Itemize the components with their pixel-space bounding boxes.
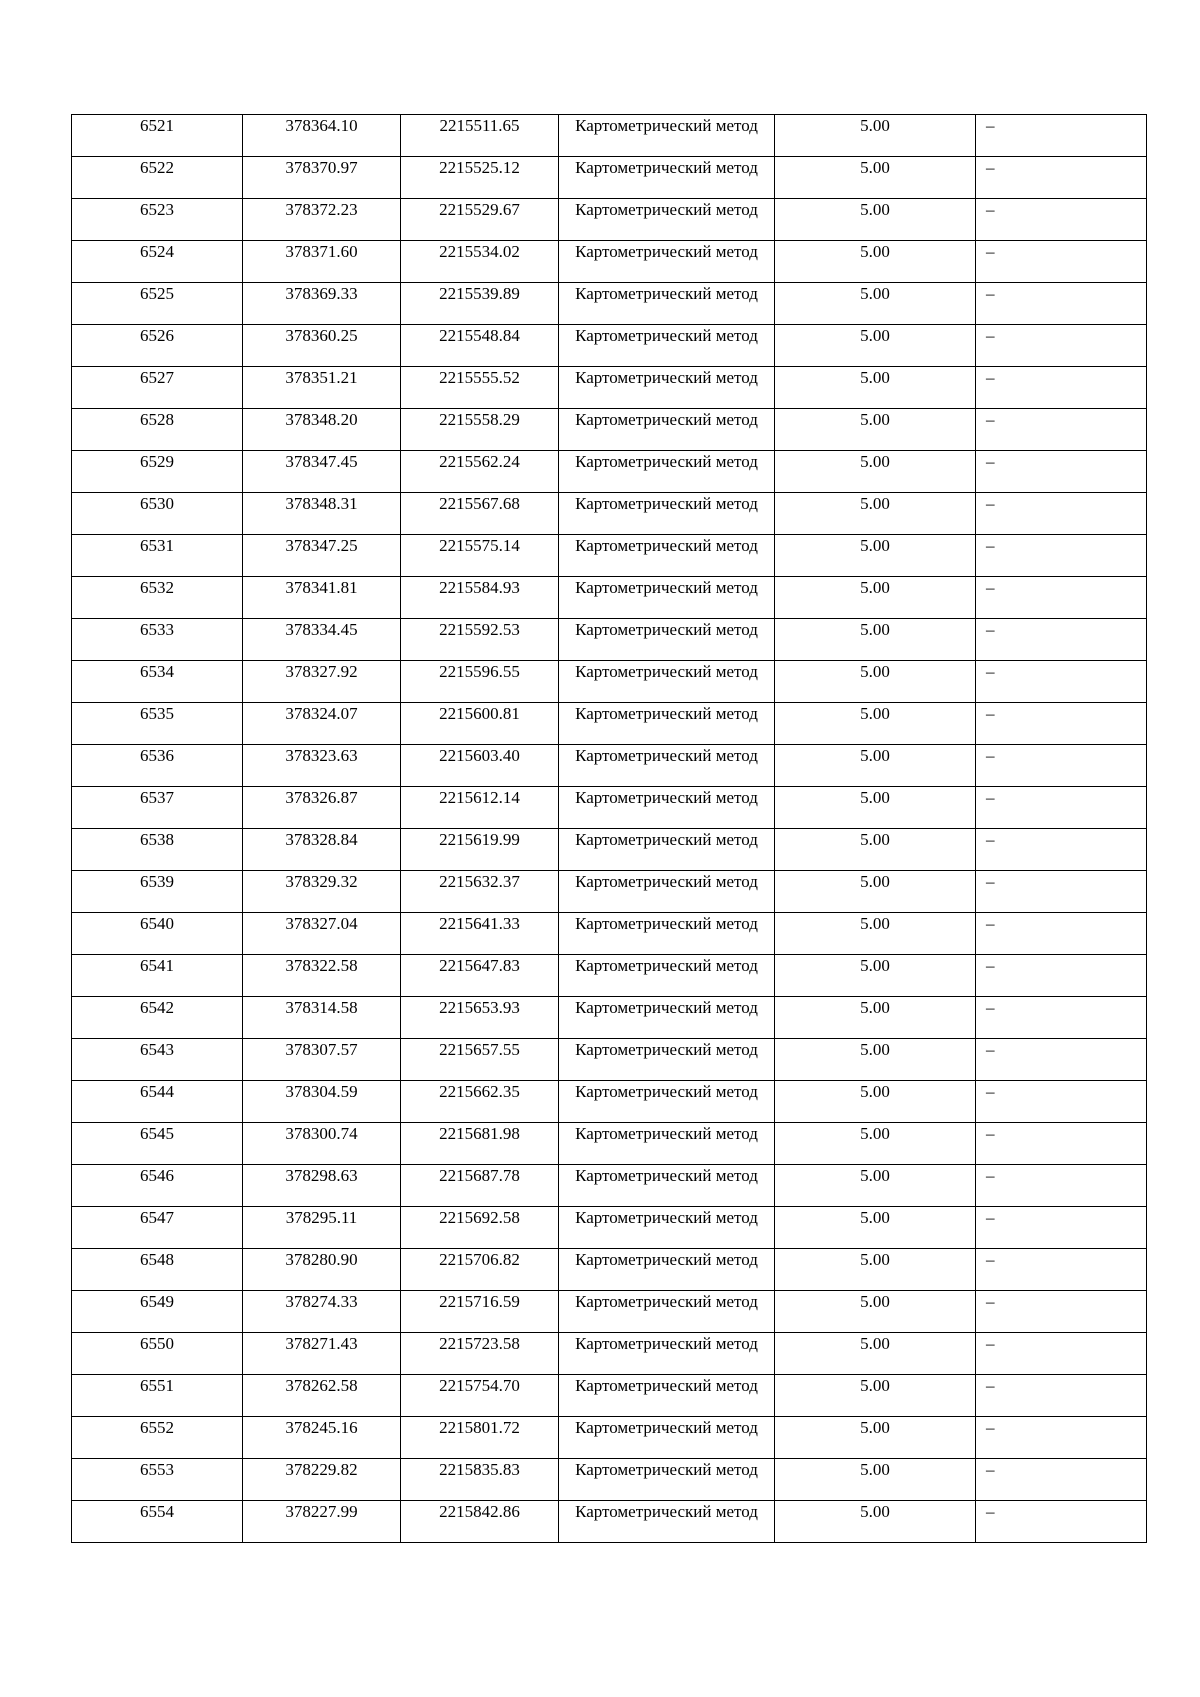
note-cell: – [976, 1375, 1147, 1417]
note-cell: – [976, 367, 1147, 409]
x-coordinate-cell: 378300.74 [243, 1123, 401, 1165]
point-number-cell: 6532 [72, 577, 243, 619]
point-number-cell: 6545 [72, 1123, 243, 1165]
accuracy-cell: 5.00 [775, 409, 976, 451]
table-row [72, 1459, 1147, 1501]
x-coordinate-cell: 378323.63 [243, 745, 401, 787]
accuracy-cell: 5.00 [775, 1375, 976, 1417]
table-row [72, 1165, 1147, 1207]
x-coordinate-cell: 378348.20 [243, 409, 401, 451]
accuracy-cell: 5.00 [775, 661, 976, 703]
note-cell: – [976, 997, 1147, 1039]
x-coordinate-cell: 378280.90 [243, 1249, 401, 1291]
y-coordinate-cell: 2215511.65 [401, 115, 559, 157]
table-row [72, 871, 1147, 913]
method-cell: Картометрический метод [559, 703, 775, 745]
method-cell: Картометрический метод [559, 577, 775, 619]
point-number-cell: 6521 [72, 115, 243, 157]
method-cell: Картометрический метод [559, 913, 775, 955]
method-cell: Картометрический метод [559, 829, 775, 871]
method-cell: Картометрический метод [559, 241, 775, 283]
table-row [72, 1081, 1147, 1123]
method-cell: Картометрический метод [559, 367, 775, 409]
note-cell: – [976, 577, 1147, 619]
table-row [72, 325, 1147, 367]
note-cell: – [976, 157, 1147, 199]
y-coordinate-cell: 2215529.67 [401, 199, 559, 241]
table-row [72, 157, 1147, 199]
y-coordinate-cell: 2215723.58 [401, 1333, 559, 1375]
method-cell: Картометрический метод [559, 409, 775, 451]
method-cell: Картометрический метод [559, 1207, 775, 1249]
accuracy-cell: 5.00 [775, 241, 976, 283]
point-number-cell: 6525 [72, 283, 243, 325]
x-coordinate-cell: 378347.25 [243, 535, 401, 577]
point-number-cell: 6548 [72, 1249, 243, 1291]
point-number-cell: 6537 [72, 787, 243, 829]
y-coordinate-cell: 2215555.52 [401, 367, 559, 409]
note-cell: – [976, 493, 1147, 535]
point-number-cell: 6533 [72, 619, 243, 661]
accuracy-cell: 5.00 [775, 115, 976, 157]
accuracy-cell: 5.00 [775, 1165, 976, 1207]
method-cell: Картометрический метод [559, 157, 775, 199]
table-row [72, 661, 1147, 703]
coordinates-table [71, 114, 1147, 1543]
table-row [72, 1207, 1147, 1249]
x-coordinate-cell: 378371.60 [243, 241, 401, 283]
method-cell: Картометрический метод [559, 451, 775, 493]
y-coordinate-cell: 2215575.14 [401, 535, 559, 577]
x-coordinate-cell: 378227.99 [243, 1501, 401, 1543]
method-cell: Картометрический метод [559, 283, 775, 325]
note-cell: – [976, 1291, 1147, 1333]
accuracy-cell: 5.00 [775, 997, 976, 1039]
table-row [72, 199, 1147, 241]
x-coordinate-cell: 378369.33 [243, 283, 401, 325]
x-coordinate-cell: 378327.92 [243, 661, 401, 703]
method-cell: Картометрический метод [559, 745, 775, 787]
table-row [72, 1039, 1147, 1081]
table-row [72, 1123, 1147, 1165]
accuracy-cell: 5.00 [775, 1249, 976, 1291]
accuracy-cell: 5.00 [775, 1501, 976, 1543]
accuracy-cell: 5.00 [775, 1081, 976, 1123]
point-number-cell: 6542 [72, 997, 243, 1039]
y-coordinate-cell: 2215681.98 [401, 1123, 559, 1165]
y-coordinate-cell: 2215612.14 [401, 787, 559, 829]
accuracy-cell: 5.00 [775, 535, 976, 577]
table-row [72, 1249, 1147, 1291]
method-cell: Картометрический метод [559, 787, 775, 829]
point-number-cell: 6531 [72, 535, 243, 577]
table-row [72, 955, 1147, 997]
x-coordinate-cell: 378327.04 [243, 913, 401, 955]
x-coordinate-cell: 378274.33 [243, 1291, 401, 1333]
accuracy-cell: 5.00 [775, 703, 976, 745]
table-row [72, 115, 1147, 157]
table-row [72, 997, 1147, 1039]
accuracy-cell: 5.00 [775, 157, 976, 199]
x-coordinate-cell: 378341.81 [243, 577, 401, 619]
point-number-cell: 6535 [72, 703, 243, 745]
accuracy-cell: 5.00 [775, 787, 976, 829]
y-coordinate-cell: 2215567.68 [401, 493, 559, 535]
accuracy-cell: 5.00 [775, 367, 976, 409]
accuracy-cell: 5.00 [775, 871, 976, 913]
y-coordinate-cell: 2215619.99 [401, 829, 559, 871]
accuracy-cell: 5.00 [775, 1207, 976, 1249]
note-cell: – [976, 1081, 1147, 1123]
x-coordinate-cell: 378229.82 [243, 1459, 401, 1501]
accuracy-cell: 5.00 [775, 1039, 976, 1081]
point-number-cell: 6528 [72, 409, 243, 451]
x-coordinate-cell: 378324.07 [243, 703, 401, 745]
point-number-cell: 6529 [72, 451, 243, 493]
point-number-cell: 6553 [72, 1459, 243, 1501]
method-cell: Картометрический метод [559, 535, 775, 577]
note-cell: – [976, 1165, 1147, 1207]
table-row [72, 1417, 1147, 1459]
accuracy-cell: 5.00 [775, 283, 976, 325]
y-coordinate-cell: 2215534.02 [401, 241, 559, 283]
accuracy-cell: 5.00 [775, 1417, 976, 1459]
method-cell: Картометрический метод [559, 199, 775, 241]
note-cell: – [976, 199, 1147, 241]
note-cell: – [976, 1207, 1147, 1249]
note-cell: – [976, 619, 1147, 661]
table-row [72, 913, 1147, 955]
note-cell: – [976, 535, 1147, 577]
accuracy-cell: 5.00 [775, 619, 976, 661]
accuracy-cell: 5.00 [775, 1333, 976, 1375]
x-coordinate-cell: 378347.45 [243, 451, 401, 493]
point-number-cell: 6538 [72, 829, 243, 871]
point-number-cell: 6550 [72, 1333, 243, 1375]
point-number-cell: 6527 [72, 367, 243, 409]
table-row [72, 619, 1147, 661]
method-cell: Картометрический метод [559, 1249, 775, 1291]
point-number-cell: 6540 [72, 913, 243, 955]
method-cell: Картометрический метод [559, 1081, 775, 1123]
table-row [72, 241, 1147, 283]
y-coordinate-cell: 2215835.83 [401, 1459, 559, 1501]
point-number-cell: 6534 [72, 661, 243, 703]
accuracy-cell: 5.00 [775, 1291, 976, 1333]
note-cell: – [976, 1417, 1147, 1459]
accuracy-cell: 5.00 [775, 1459, 976, 1501]
y-coordinate-cell: 2215706.82 [401, 1249, 559, 1291]
table-row [72, 1291, 1147, 1333]
note-cell: – [976, 1459, 1147, 1501]
note-cell: – [976, 955, 1147, 997]
note-cell: – [976, 1501, 1147, 1543]
y-coordinate-cell: 2215801.72 [401, 1417, 559, 1459]
note-cell: – [976, 913, 1147, 955]
y-coordinate-cell: 2215687.78 [401, 1165, 559, 1207]
x-coordinate-cell: 378328.84 [243, 829, 401, 871]
method-cell: Картометрический метод [559, 115, 775, 157]
note-cell: – [976, 703, 1147, 745]
method-cell: Картометрический метод [559, 1375, 775, 1417]
method-cell: Картометрический метод [559, 871, 775, 913]
point-number-cell: 6522 [72, 157, 243, 199]
y-coordinate-cell: 2215584.93 [401, 577, 559, 619]
accuracy-cell: 5.00 [775, 745, 976, 787]
note-cell: – [976, 1333, 1147, 1375]
note-cell: – [976, 1249, 1147, 1291]
point-number-cell: 6541 [72, 955, 243, 997]
note-cell: – [976, 451, 1147, 493]
x-coordinate-cell: 378307.57 [243, 1039, 401, 1081]
note-cell: – [976, 409, 1147, 451]
y-coordinate-cell: 2215653.93 [401, 997, 559, 1039]
y-coordinate-cell: 2215592.53 [401, 619, 559, 661]
method-cell: Картометрический метод [559, 1459, 775, 1501]
table-row [72, 1375, 1147, 1417]
point-number-cell: 6549 [72, 1291, 243, 1333]
y-coordinate-cell: 2215641.33 [401, 913, 559, 955]
note-cell: – [976, 871, 1147, 913]
x-coordinate-cell: 378271.43 [243, 1333, 401, 1375]
method-cell: Картометрический метод [559, 997, 775, 1039]
point-number-cell: 6552 [72, 1417, 243, 1459]
point-number-cell: 6536 [72, 745, 243, 787]
x-coordinate-cell: 378245.16 [243, 1417, 401, 1459]
coordinates-table-body [72, 115, 1147, 1543]
accuracy-cell: 5.00 [775, 955, 976, 997]
x-coordinate-cell: 378298.63 [243, 1165, 401, 1207]
method-cell: Картометрический метод [559, 1039, 775, 1081]
note-cell: – [976, 661, 1147, 703]
method-cell: Картометрический метод [559, 661, 775, 703]
method-cell: Картометрический метод [559, 1123, 775, 1165]
table-row [72, 1501, 1147, 1543]
y-coordinate-cell: 2215657.55 [401, 1039, 559, 1081]
x-coordinate-cell: 378304.59 [243, 1081, 401, 1123]
y-coordinate-cell: 2215539.89 [401, 283, 559, 325]
y-coordinate-cell: 2215596.55 [401, 661, 559, 703]
y-coordinate-cell: 2215842.86 [401, 1501, 559, 1543]
point-number-cell: 6543 [72, 1039, 243, 1081]
x-coordinate-cell: 378364.10 [243, 115, 401, 157]
method-cell: Картометрический метод [559, 1165, 775, 1207]
accuracy-cell: 5.00 [775, 451, 976, 493]
x-coordinate-cell: 378334.45 [243, 619, 401, 661]
accuracy-cell: 5.00 [775, 577, 976, 619]
note-cell: – [976, 829, 1147, 871]
point-number-cell: 6530 [72, 493, 243, 535]
table-row [72, 703, 1147, 745]
note-cell: – [976, 283, 1147, 325]
accuracy-cell: 5.00 [775, 493, 976, 535]
accuracy-cell: 5.00 [775, 913, 976, 955]
method-cell: Картометрический метод [559, 955, 775, 997]
x-coordinate-cell: 378329.32 [243, 871, 401, 913]
x-coordinate-cell: 378295.11 [243, 1207, 401, 1249]
table-row [72, 1333, 1147, 1375]
x-coordinate-cell: 378372.23 [243, 199, 401, 241]
y-coordinate-cell: 2215600.81 [401, 703, 559, 745]
point-number-cell: 6551 [72, 1375, 243, 1417]
point-number-cell: 6539 [72, 871, 243, 913]
point-number-cell: 6546 [72, 1165, 243, 1207]
point-number-cell: 6547 [72, 1207, 243, 1249]
note-cell: – [976, 115, 1147, 157]
table-row [72, 745, 1147, 787]
y-coordinate-cell: 2215558.29 [401, 409, 559, 451]
y-coordinate-cell: 2215692.58 [401, 1207, 559, 1249]
note-cell: – [976, 745, 1147, 787]
point-number-cell: 6554 [72, 1501, 243, 1543]
y-coordinate-cell: 2215562.24 [401, 451, 559, 493]
x-coordinate-cell: 378314.58 [243, 997, 401, 1039]
x-coordinate-cell: 378348.31 [243, 493, 401, 535]
table-row [72, 829, 1147, 871]
point-number-cell: 6523 [72, 199, 243, 241]
note-cell: – [976, 325, 1147, 367]
x-coordinate-cell: 378370.97 [243, 157, 401, 199]
accuracy-cell: 5.00 [775, 325, 976, 367]
x-coordinate-cell: 378360.25 [243, 325, 401, 367]
y-coordinate-cell: 2215647.83 [401, 955, 559, 997]
method-cell: Картометрический метод [559, 1333, 775, 1375]
point-number-cell: 6544 [72, 1081, 243, 1123]
accuracy-cell: 5.00 [775, 1123, 976, 1165]
accuracy-cell: 5.00 [775, 199, 976, 241]
accuracy-cell: 5.00 [775, 829, 976, 871]
x-coordinate-cell: 378351.21 [243, 367, 401, 409]
method-cell: Картометрический метод [559, 619, 775, 661]
note-cell: – [976, 241, 1147, 283]
table-row [72, 493, 1147, 535]
table-row [72, 283, 1147, 325]
y-coordinate-cell: 2215716.59 [401, 1291, 559, 1333]
table-row [72, 367, 1147, 409]
method-cell: Картометрический метод [559, 493, 775, 535]
y-coordinate-cell: 2215754.70 [401, 1375, 559, 1417]
method-cell: Картометрический метод [559, 325, 775, 367]
note-cell: – [976, 1123, 1147, 1165]
note-cell: – [976, 1039, 1147, 1081]
table-row [72, 577, 1147, 619]
x-coordinate-cell: 378262.58 [243, 1375, 401, 1417]
x-coordinate-cell: 378322.58 [243, 955, 401, 997]
table-row [72, 535, 1147, 577]
method-cell: Картометрический метод [559, 1291, 775, 1333]
table-row [72, 787, 1147, 829]
method-cell: Картометрический метод [559, 1501, 775, 1543]
y-coordinate-cell: 2215525.12 [401, 157, 559, 199]
note-cell: – [976, 787, 1147, 829]
y-coordinate-cell: 2215603.40 [401, 745, 559, 787]
point-number-cell: 6526 [72, 325, 243, 367]
table-row [72, 451, 1147, 493]
table-row [72, 409, 1147, 451]
x-coordinate-cell: 378326.87 [243, 787, 401, 829]
y-coordinate-cell: 2215662.35 [401, 1081, 559, 1123]
point-number-cell: 6524 [72, 241, 243, 283]
y-coordinate-cell: 2215632.37 [401, 871, 559, 913]
method-cell: Картометрический метод [559, 1417, 775, 1459]
y-coordinate-cell: 2215548.84 [401, 325, 559, 367]
